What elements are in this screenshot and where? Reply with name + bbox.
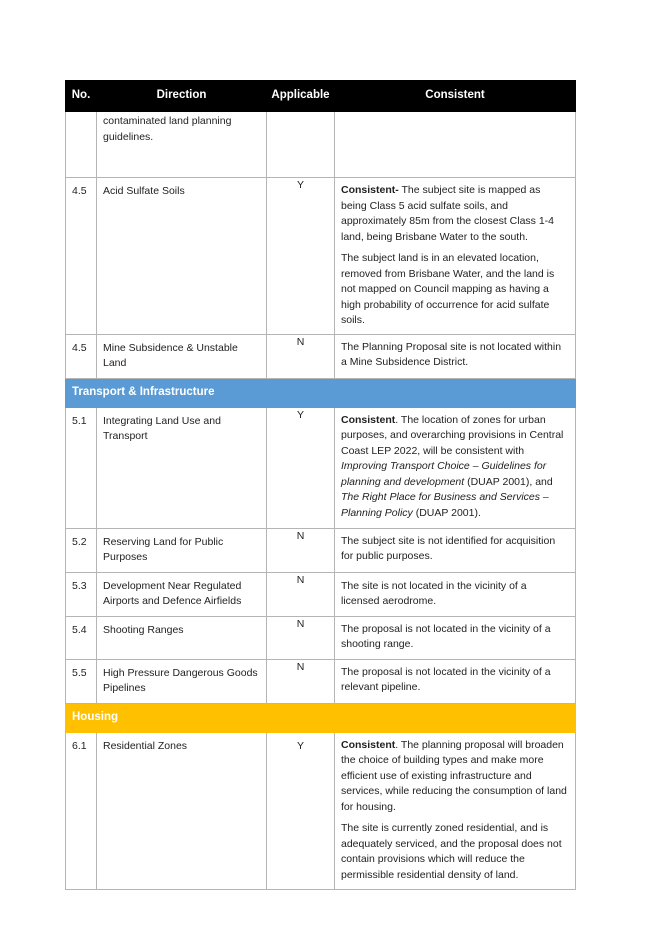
table-row (66, 178, 576, 335)
consistent-text: . The planning proposal will broaden the choice of building types and make more efficient use of existing infrastructure and services, while reducing the consumption of land for housing. (341, 738, 567, 813)
section-title: Transport & Infrastructure (66, 378, 576, 407)
table-header-row (66, 81, 576, 112)
table-row (66, 334, 576, 378)
cell-consistent: The proposal is not located in the vicinity of a relevant pipeline. (335, 659, 576, 703)
cell-direction: contaminated land planning guidelines. (97, 112, 267, 178)
cell-direction: Integrating Land Use and Transport (97, 407, 267, 528)
cell-applicable: Y (267, 178, 335, 335)
cell-no: 6.1 (66, 732, 97, 889)
header-consistent: Consistent (335, 81, 576, 112)
consistent-paragraph: The subject land is in an elevated location, removed from Brisbane Water, and the land is not mapped on Council mapping as having a high probability of occurrence for acid sulfate soils. (341, 252, 555, 326)
consistent-label: Consistent (341, 738, 396, 751)
consistent-paragraph (341, 738, 567, 816)
cell-no: 5.1 (66, 407, 97, 528)
cell-applicable: N (267, 528, 335, 572)
table-row (66, 572, 576, 616)
cell-consistent: The site is not located in the vicinity of a licensed aerodrome. (335, 572, 576, 616)
table-row (66, 659, 576, 703)
cell-applicable: N (267, 659, 335, 703)
table-row (66, 732, 576, 889)
consistent-paragraph (341, 183, 567, 245)
cell-applicable: Y (267, 407, 335, 528)
cell-consistent: The subject site is not identified for acquisition for public purposes. (335, 528, 576, 572)
cell-applicable: Y (267, 732, 335, 889)
section-row-transport (66, 378, 576, 407)
cell-direction: Reserving Land for Public Purposes (97, 528, 267, 572)
cell-consistent (335, 732, 576, 889)
cell-no: 4.5 (66, 178, 97, 335)
cell-no: 5.5 (66, 659, 97, 703)
cell-no: 5.4 (66, 616, 97, 659)
table-row (66, 616, 576, 659)
table-row (66, 528, 576, 572)
cell-direction: Shooting Ranges (97, 616, 267, 659)
consistent-paragraph (341, 413, 567, 522)
cell-applicable: N (267, 616, 335, 659)
header-no: No. (66, 81, 97, 112)
cell-direction: High Pressure Dangerous Goods Pipelines (97, 659, 267, 703)
directions-table (65, 80, 576, 890)
cell-applicable: N (267, 572, 335, 616)
consistent-text: (DUAP 2001), and (464, 475, 553, 488)
consistent-text: . The location of zones for urban purposes, and overarching provisions in Central Coast LEP 2022, will be consistent with (341, 413, 564, 457)
cell-applicable: N (267, 334, 335, 378)
consistent-paragraph: The site is currently zoned residential, and is adequately serviced, and the proposal does not contain provisions which will reduce the permissible residential density of land. (341, 822, 562, 881)
cell-direction: Mine Subsidence & Unstable Land (97, 334, 267, 378)
consistent-label: Consistent- (341, 184, 399, 196)
cell-applicable (267, 112, 335, 178)
cell-no: 5.2 (66, 528, 97, 572)
header-applicable: Applicable (267, 81, 335, 112)
table-row (66, 407, 576, 528)
header-direction: Direction (97, 81, 267, 112)
consistent-text: (DUAP 2001). (412, 506, 481, 519)
table-row (66, 112, 576, 178)
cell-consistent (335, 178, 576, 335)
consistent-label: Consistent (341, 413, 396, 426)
cell-consistent (335, 112, 576, 178)
policy-title: Improving Transport Choice – Guidelines for planning and development (341, 460, 547, 488)
cell-consistent (335, 407, 576, 528)
consistent-text: The subject site is mapped as being Class 5 acid sulfate soils, and approximately 85m from the closest Class 1-4 land, being Brisbane Water to the south. (341, 184, 554, 243)
cell-direction: Development Near Regulated Airports and Defence Airfields (97, 572, 267, 616)
cell-direction: Acid Sulfate Soils (97, 178, 267, 335)
section-row-housing (66, 703, 576, 732)
cell-no (66, 112, 97, 178)
policy-title: The Right Place for Business and Services – Planning Policy (341, 491, 549, 519)
section-title: Housing (66, 703, 576, 732)
cell-consistent: The proposal is not located in the vicinity of a shooting range. (335, 616, 576, 659)
cell-no: 5.3 (66, 572, 97, 616)
cell-direction: Residential Zones (97, 732, 267, 889)
cell-no: 4.5 (66, 334, 97, 378)
cell-consistent: The Planning Proposal site is not located within a Mine Subsidence District. (335, 334, 576, 378)
